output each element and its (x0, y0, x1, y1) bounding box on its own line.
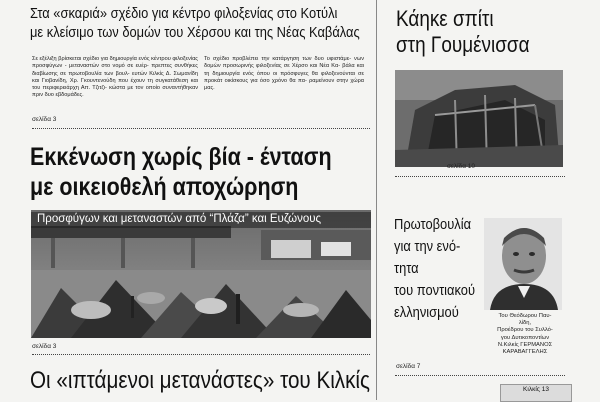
author-portrait-art (484, 218, 562, 310)
caption-line: Προέδρου του Συλλό- (497, 327, 553, 334)
photo-caption: Προσφύγων και μεταναστών από “Πλάζα” και Ευζώνους (37, 213, 322, 225)
refugee-camp-photo (31, 210, 371, 338)
photo-caption-bar (31, 212, 371, 228)
top-story-page-ref: σελίδα 3 (32, 116, 57, 123)
top-story-headline-line1: Στα «σκαριά» σχέδιο για κέντρο φιλοξενίας στο Κοτύλι (30, 5, 338, 22)
house-fire-headline-line2: στη Γουμένισσα (396, 32, 530, 57)
evacuation-page-ref: σελίδα 3 (32, 343, 57, 350)
burned-house-photo-art (395, 70, 563, 167)
caption-line: λίδη, (518, 320, 532, 327)
top-story-column-1: Σε εξέλιξη βρίσκεται σχέδιο για δημιουργία ενός κέντρου φιλοξενίας προσφύγων - μεταναστών στο νομό σε ευέρ- πρεπτες συνθήκες διαβίωσης σε πρωτοβουλία των βουλ- ευτών Κιλκίς Δ. Σωμανίδη και Γιοβανίδη, Χρ. Γκουντενούδη που έχουν τη συγκατάθεση και του περιφερειάρχη Απ. Τζιτζι- κώστα με τον οποίο συναντήθηκαν πριν δυο εβδομάδες. (32, 56, 198, 99)
house-fire-page-ref: σελίδα 10 (447, 163, 476, 170)
top-story-headline[interactable] (30, 4, 370, 42)
column-divider (376, 0, 377, 400)
refugee-camp-photo-art (31, 210, 371, 338)
evacuation-headline[interactable] (30, 142, 374, 202)
headline-line: για την ενό- (394, 238, 461, 255)
pontic-page-ref: σελίδα 7 (396, 363, 421, 370)
evacuation-headline-line2: με οικειοθελή αποχώρηση (30, 173, 299, 201)
house-fire-headline[interactable] (396, 6, 568, 58)
author-portrait (484, 218, 562, 310)
caption-line: Ν.Κιλκίς ΓΕΡΜΑΝΟΣ (497, 341, 553, 348)
corner-label-box (500, 384, 572, 402)
pontic-initiative-headline[interactable] (394, 214, 489, 324)
divider (395, 176, 565, 177)
corner-label: Κιλκίς 13 (523, 386, 549, 393)
top-story-headline-line2: με κλείσιμο των δομών του Χέρσου και της Νέας Καβάλας (30, 24, 360, 41)
headline-line: του ποντιακού (394, 282, 476, 299)
headline-line: Πρωτοβουλία (394, 216, 472, 233)
headline-line: ελληνισμού (394, 304, 459, 321)
headline-line: τητα (394, 260, 419, 277)
burned-house-photo (395, 70, 563, 167)
house-fire-headline-line1: Κάηκε σπίτι (396, 6, 494, 31)
divider (395, 375, 565, 376)
bottom-story-headline[interactable]: Οι «ιπτάμενοι μετανάστες» του Κιλκίς (30, 367, 370, 394)
evacuation-headline-line1: Εκκένωση χωρίς βία - ένταση (30, 143, 332, 171)
top-story-column-2: Το σχέδιο προβλέπει την κατάργηση των δυο υφιστάμε- νων δομών προσωρινής φιλοξενίας σε Χέρσο και Νέα Κα- βάλα και τη δημιουργία ενός όπου οι πρόσφυγες θα φιλοξενούνται σε προκάτ οικίσκους για όσο χρόνο θα πα- ραμείνουν στην χώρα μας. (204, 56, 364, 92)
caption-line: γου Δυτικοποντίων (500, 334, 550, 341)
author-caption (486, 313, 564, 356)
caption-line: ΚΑΡΑΒΑΓΓΕΛΗΣ (502, 349, 548, 356)
caption-line: Του Θεόδωρου Παυ- (498, 313, 552, 319)
divider (32, 128, 370, 129)
divider (32, 354, 370, 355)
